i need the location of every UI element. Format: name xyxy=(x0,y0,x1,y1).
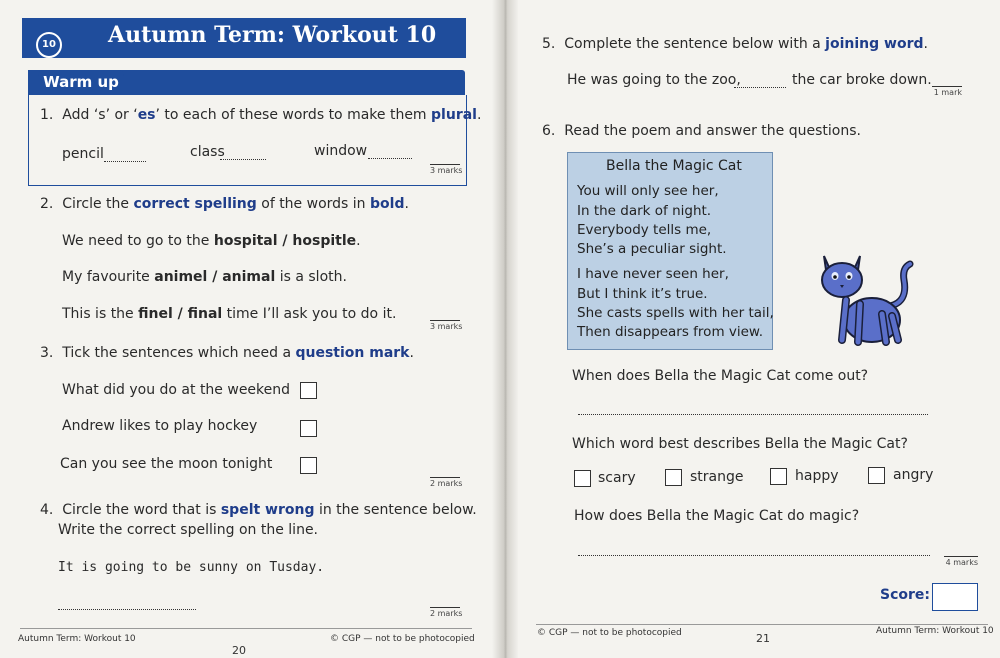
q1-word-class: class xyxy=(190,144,225,160)
q2-marks: 3 marks xyxy=(430,322,463,331)
q6-option-box-angry[interactable] xyxy=(868,467,885,484)
footer-copyright-right: © CGP — not to be photocopied xyxy=(537,628,682,638)
q6-option-happy: happy xyxy=(795,468,839,484)
q4-sentence: It is going to be sunny on Tusday. xyxy=(58,560,325,575)
q1-answer-line-2[interactable] xyxy=(220,158,266,160)
q2-sentence-1: We need to go to the hospital / hospitle. xyxy=(62,233,361,249)
q2-question: 2. Circle the correct spelling of the words in bold. xyxy=(40,196,409,212)
footer-title-right: Autumn Term: Workout 10 xyxy=(876,626,994,636)
q6-question-3: How does Bella the Magic Cat do magic? xyxy=(574,508,860,524)
q5-sentence-start: He was going to the zoo, xyxy=(567,72,741,88)
cat-illustration xyxy=(812,244,918,348)
footer-copyright-left: © CGP — not to be photocopied xyxy=(330,634,475,644)
q5-marks: 1 mark xyxy=(933,88,962,97)
warmup-label: Warm up xyxy=(38,70,124,95)
q5-answer-line[interactable] xyxy=(734,86,786,88)
q4-answer-line[interactable] xyxy=(58,608,196,610)
q3-question: 3. Tick the sentences which need a question mark. xyxy=(40,345,414,361)
q6-answer-line-1[interactable] xyxy=(578,413,928,415)
page-gutter xyxy=(492,0,518,658)
q3-sentence-1: What did you do at the weekend xyxy=(62,382,291,398)
q6-option-box-happy[interactable] xyxy=(770,468,787,485)
poem-line-8: Then disappears from view. xyxy=(577,324,764,340)
q6-option-strange: strange xyxy=(690,469,744,485)
page-number-left: 20 xyxy=(232,644,246,657)
poem-line-5: I have never seen her, xyxy=(577,266,729,282)
q5-question: 5. Complete the sentence below with a joining word. xyxy=(542,36,928,52)
score-box[interactable] xyxy=(932,583,978,611)
footer-rule-right xyxy=(536,624,988,625)
q6-question-1: When does Bella the Magic Cat come out? xyxy=(572,368,869,384)
q3-sentence-3: Can you see the moon tonight xyxy=(60,456,273,472)
q2-options-2[interactable]: animel / animal xyxy=(154,269,276,285)
q4-instruction: Write the correct spelling on the line. xyxy=(58,522,319,538)
q1-word-window: window xyxy=(314,143,368,159)
q5-sentence-end: the car broke down. xyxy=(792,72,932,88)
q2-sentence-2: My favourite animel / animal is a sloth. xyxy=(62,269,347,285)
q3-tick-box-2[interactable] xyxy=(300,420,317,437)
q4-marks: 2 marks xyxy=(430,609,463,618)
poem-line-7: She casts spells with her tail, xyxy=(577,305,774,321)
poem-line-4: She’s a peculiar sight. xyxy=(577,241,727,257)
workout-badge: 10 xyxy=(36,32,62,58)
q2-options-3[interactable]: finel / final xyxy=(138,306,223,322)
q1-answer-line-3[interactable] xyxy=(368,157,412,159)
q6-marks: 4 marks xyxy=(945,558,978,567)
footer-rule-left xyxy=(20,628,472,629)
poem-line-6: But I think it’s true. xyxy=(577,286,708,302)
q3-tick-box-3[interactable] xyxy=(300,457,317,474)
q4-question: 4. Circle the word that is spelt wrong in the sentence below. xyxy=(40,502,477,518)
q2-sentence-3: This is the finel / final time I’ll ask you to do it. xyxy=(62,306,397,322)
q3-tick-box-1[interactable] xyxy=(300,382,317,399)
page-title: Autumn Term: Workout 10 xyxy=(108,22,437,48)
poem-title: Bella the Magic Cat xyxy=(606,158,742,174)
poem-line-2: In the dark of night. xyxy=(577,203,712,219)
page-number-right: 21 xyxy=(756,632,770,645)
footer-title-left: Autumn Term: Workout 10 xyxy=(18,634,136,644)
q3-marks: 2 marks xyxy=(430,479,463,488)
q3-sentence-2: Andrew likes to play hockey xyxy=(62,418,258,434)
q1-answer-line-1[interactable] xyxy=(104,160,146,162)
q6-option-box-scary[interactable] xyxy=(574,470,591,487)
poem-line-3: Everybody tells me, xyxy=(577,222,712,238)
q1-question: 1. Add ‘s’ or ‘es’ to each of these words to make them plural. xyxy=(40,107,482,123)
q1-word-pencil: pencil xyxy=(62,146,104,162)
q2-options-1[interactable]: hospital / hospitle xyxy=(213,233,357,249)
poem-line-1: You will only see her, xyxy=(577,183,719,199)
q6-option-angry: angry xyxy=(893,467,934,483)
q6-option-scary: scary xyxy=(598,470,636,486)
q6-answer-line-3[interactable] xyxy=(578,554,930,556)
q6-question: 6. Read the poem and answer the questions. xyxy=(542,123,861,139)
q1-marks: 3 marks xyxy=(430,166,463,175)
q6-option-box-strange[interactable] xyxy=(665,469,682,486)
q6-question-2: Which word best describes Bella the Magic Cat? xyxy=(572,436,908,452)
score-label: Score: xyxy=(880,587,930,603)
